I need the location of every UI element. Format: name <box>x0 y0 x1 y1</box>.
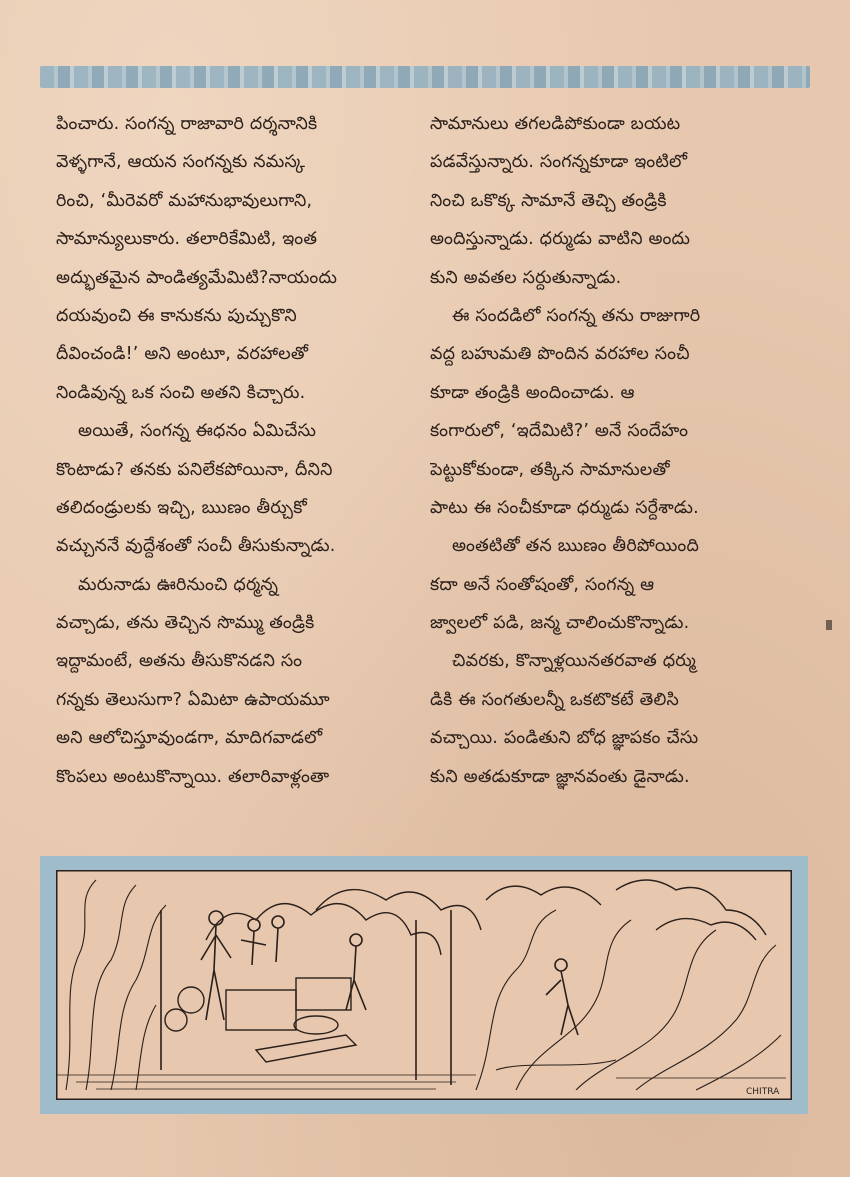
artist-signature: CHITRA <box>746 1087 780 1097</box>
text-line: మరునాడు ఊరినుంచి ధర్మన్న <box>78 574 279 595</box>
text-line: ఇద్దామంటే, అతను తీసుకొనడని సం <box>56 651 303 672</box>
text-line: రించి, ‘మీరెవరో మహానుభావులుగాని, <box>56 190 313 211</box>
text-line: వచ్చుననే వుద్దేశంతో సంచీ తీసుకున్నాడు. <box>56 536 336 557</box>
text-line: జ్వాలలో పడి, జన్మ చాలించుకొన్నాడు. <box>430 613 690 634</box>
text-line: వచ్చాడు, తను తెచ్చిన సొమ్ము తండ్రికి <box>56 613 315 634</box>
text-line: పాటు ఈ సంచీకూడా ధర్ముడు సర్దేశాడు. <box>430 497 699 518</box>
text-line: చివరకు, కొన్నాళ్లయినతరవాత ధర్ము <box>452 651 697 672</box>
text-line: కుని అతడుకూడా జ్ఞానవంతు డైనాడు. <box>430 766 690 787</box>
text-line: అద్భుతమైన పాండిత్యమేమిటి?నాయందు <box>56 267 338 288</box>
text-line: తలిదండ్రులకు ఇచ్చి, ఋణం తీర్చుకో <box>56 497 307 518</box>
text-line: వద్ద బహుమతి పొందిన వరహాల సంచీ <box>430 344 690 365</box>
text-line: కదా అనే సంతోషంతో, సంగన్న ఆ <box>430 574 655 595</box>
text-column-right <box>430 105 790 796</box>
text-line: దయవుంచి ఈ కానుకను పుచ్చుకొని <box>56 305 297 326</box>
text-line: అంతటితో తన ఋణం తీరిపోయింది <box>452 536 700 557</box>
text-line: వచ్చాయి. పండితుని బోధ జ్ఞాపకం చేసు <box>430 728 699 749</box>
text-line: దీవించండి!’ అని అంటూ, వరహాలతో <box>56 344 309 365</box>
text-line: సామాన్యులుకారు. తలారికేమిటి, ఇంత <box>56 229 318 250</box>
decorative-border <box>40 66 810 88</box>
text-line: ఈ సందడిలో సంగన్న తను రాజుగారి <box>452 305 701 326</box>
text-line: డికి ఈ సంగతులన్నీ ఒకటొకటే తెలిసి <box>430 689 679 710</box>
text-line: గన్నకు తెలుసుగా? ఏమిటా ఉపాయమూ <box>56 689 330 710</box>
text-column-left <box>56 105 416 796</box>
illustration-drawing <box>56 870 792 1100</box>
text-line: నిండివున్న ఒక సంచి అతని కిచ్చారు. <box>56 382 306 403</box>
text-line: కుని అవతల సర్దుతున్నాడు. <box>430 267 622 288</box>
fire-scene-illustration <box>40 856 808 1114</box>
text-line: పించారు. సంగన్న రాజావారి దర్శనానికి <box>56 114 318 134</box>
text-line: పెట్టుకోకుండా, తక్కిన సామానులతో <box>430 459 670 480</box>
text-line: పడవేస్తున్నారు. సంగన్నకూడా ఇంటిలో <box>430 152 688 173</box>
text-line: అని ఆలోచిస్తూవుండగా, మాదిగవాడలో <box>56 728 323 749</box>
text-line: అందిస్తున్నాడు. ధర్ముడు వాటిని అందు <box>430 229 691 250</box>
margin-mark <box>826 620 832 630</box>
text-line: అయితే, సంగన్న ఈధనం ఏమిచేసు <box>78 421 317 442</box>
text-line: సామానులు తగలడిపోకుండా బయట <box>430 114 681 134</box>
text-line: కంగారులో, ‘ఇదేమిటి?’ అనే సందేహం <box>430 421 689 442</box>
text-line: నించి ఒకొక్క సామానే తెచ్చి తండ్రికి <box>430 190 667 211</box>
text-line: కొంపలు అంటుకొన్నాయి. తలారివాళ్లంతా <box>56 766 330 787</box>
text-line: కూడా తండ్రికి అందించాడు. ఆ <box>430 382 635 403</box>
text-line: కొంటాడు? తనకు పనిలేకపోయినా, దీనిని <box>56 459 333 480</box>
text-line: వెళ్ళగానే, ఆయన సంగన్నకు నమస్క <box>56 152 306 173</box>
